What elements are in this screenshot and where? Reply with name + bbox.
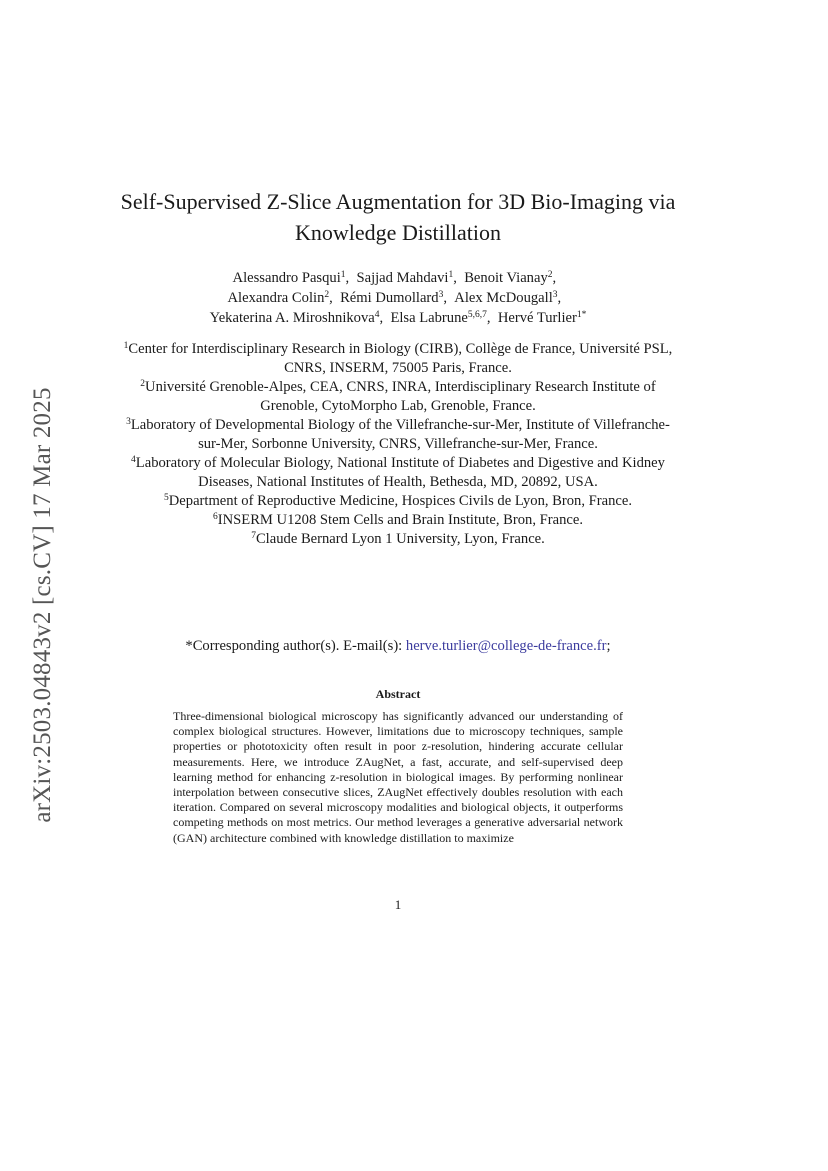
affiliation [120,492,676,511]
corresponding-suffix: ; [606,638,611,654]
author-affiliation-marker: 3 [552,290,558,300]
affiliation-text: INSERM U1208 Stem Cells and Brain Institute, Bron, France. [217,512,583,528]
author-name: Alexandra Colin [227,290,325,306]
affiliation-text: Claude Bernard Lyon 1 University, Lyon, France. [255,531,545,547]
paper-title: Self-Supervised Z-Slice Augmentation for 3D Bio-Imaging via Knowledge Distillation [120,189,676,245]
author-name: Benoit Vianay [464,270,548,286]
corresponding-email-link[interactable]: herve.turlier@college-de-france.fr [405,638,607,654]
affiliation [120,416,676,454]
affiliation [120,378,676,416]
author-affiliation-marker: 1 [448,270,454,280]
corresponding-label: *Corresponding author(s). E-mail(s): [185,638,403,654]
affiliation-text: Laboratory of Molecular Biology, National Institute of Diabetes and Digestive and Kidney Diseases, National Institutes of Health, Bethesda, MD, 20892, USA. [135,455,665,490]
affiliation-list [120,340,676,549]
author-affiliation-marker: 5,6,7 [467,310,487,320]
author-affiliation-marker: 4 [374,310,380,320]
affiliation-text: Université Grenoble-Alpes, CEA, CNRS, INRA, Interdisciplinary Research Institute of Grenoble, CytoMorpho Lab, Grenoble, France. [145,379,656,414]
affiliation-marker: 3 [126,417,131,427]
author-name: Elsa Labrune [390,310,468,326]
author-affiliation-marker: 2 [547,270,553,280]
abstract-heading: Abstract [375,687,421,701]
affiliation [120,340,676,378]
affiliation [120,530,676,549]
affiliation-marker: 7 [251,531,256,541]
affiliation-text: Laboratory of Developmental Biology of the Villefranche-sur-Mer, Institute of Villefranche-sur-Mer, Sorbonne University, CNRS, Villefranche-sur-Mer, France. [130,417,670,452]
affiliation-text: Center for Interdisciplinary Research in Biology (CIRB), Collège de France, Université PSL, CNRS, INSERM, 75005 Paris, France. [128,341,673,376]
affiliation [120,454,676,492]
affiliation-text: Department of Reproductive Medicine, Hospices Civils de Lyon, Bron, France. [168,493,632,509]
author-affiliation-marker: 2 [324,290,330,300]
author-name: Alex McDougall [454,290,553,306]
author-name: Rémi Dumollard [340,290,439,306]
page-number: 1 [394,897,402,912]
affiliation [120,511,676,530]
affiliation-marker: 4 [131,455,136,465]
corresponding-author [120,636,676,656]
affiliation-marker: 2 [140,379,146,389]
author-affiliation-marker: 3 [438,290,444,300]
author-name: Alessandro Pasqui [232,270,341,286]
affiliation-marker: 1 [123,341,129,351]
arxiv-identifier-text: arXiv:2503.04843v2 [cs.CV] 17 Mar 2025 [29,387,56,823]
author-name: Sajjad Mahdavi [356,270,449,286]
author-list: Alessandro Pasqui$^1$, Sajjad Mahdavi$^1$, Benoit Vianay$^2$, Alexandra Colin$^2$, Rémi Dumollard$^3$, Alex McDougall$^3$, Yekaterina A. Miroshnikova$^4$, Elsa Labrune$^{5,6,7}$, Hervé Turlier$^{1*}$ [209,270,587,326]
abstract-text: Three-dimensional biological microscopy has significantly advanced our understanding of complex biological structures. However, limitations due to microscopy techniques, sample properties or phototoxicity often result in poor z-resolution, hindering accurate cellular measurements. Here, we introduce ZAugNet, a fast, accurate, and self-supervised deep learning method for enhancing z-resolution in biological images. By performing nonlinear interpolation between consecutive slices, ZAugNet effectively doubles resolution with each iteration. Compared on several microscopy modalities and biological objects, it outperforms competing methods on most metrics. Our method leverages a generative adversarial network (GAN) architecture combined with knowledge distillation to maximize [173,709,623,845]
author-name: Hervé Turlier [497,310,577,326]
affiliation-marker: 6 [213,512,218,522]
affiliation-marker: 5 [164,493,169,503]
arxiv-identifier [28,360,58,850]
author-name: Yekaterina A. Miroshnikova [209,310,375,326]
author-affiliation-marker: 1* [576,310,587,320]
author-affiliation-marker: 1 [340,270,346,280]
